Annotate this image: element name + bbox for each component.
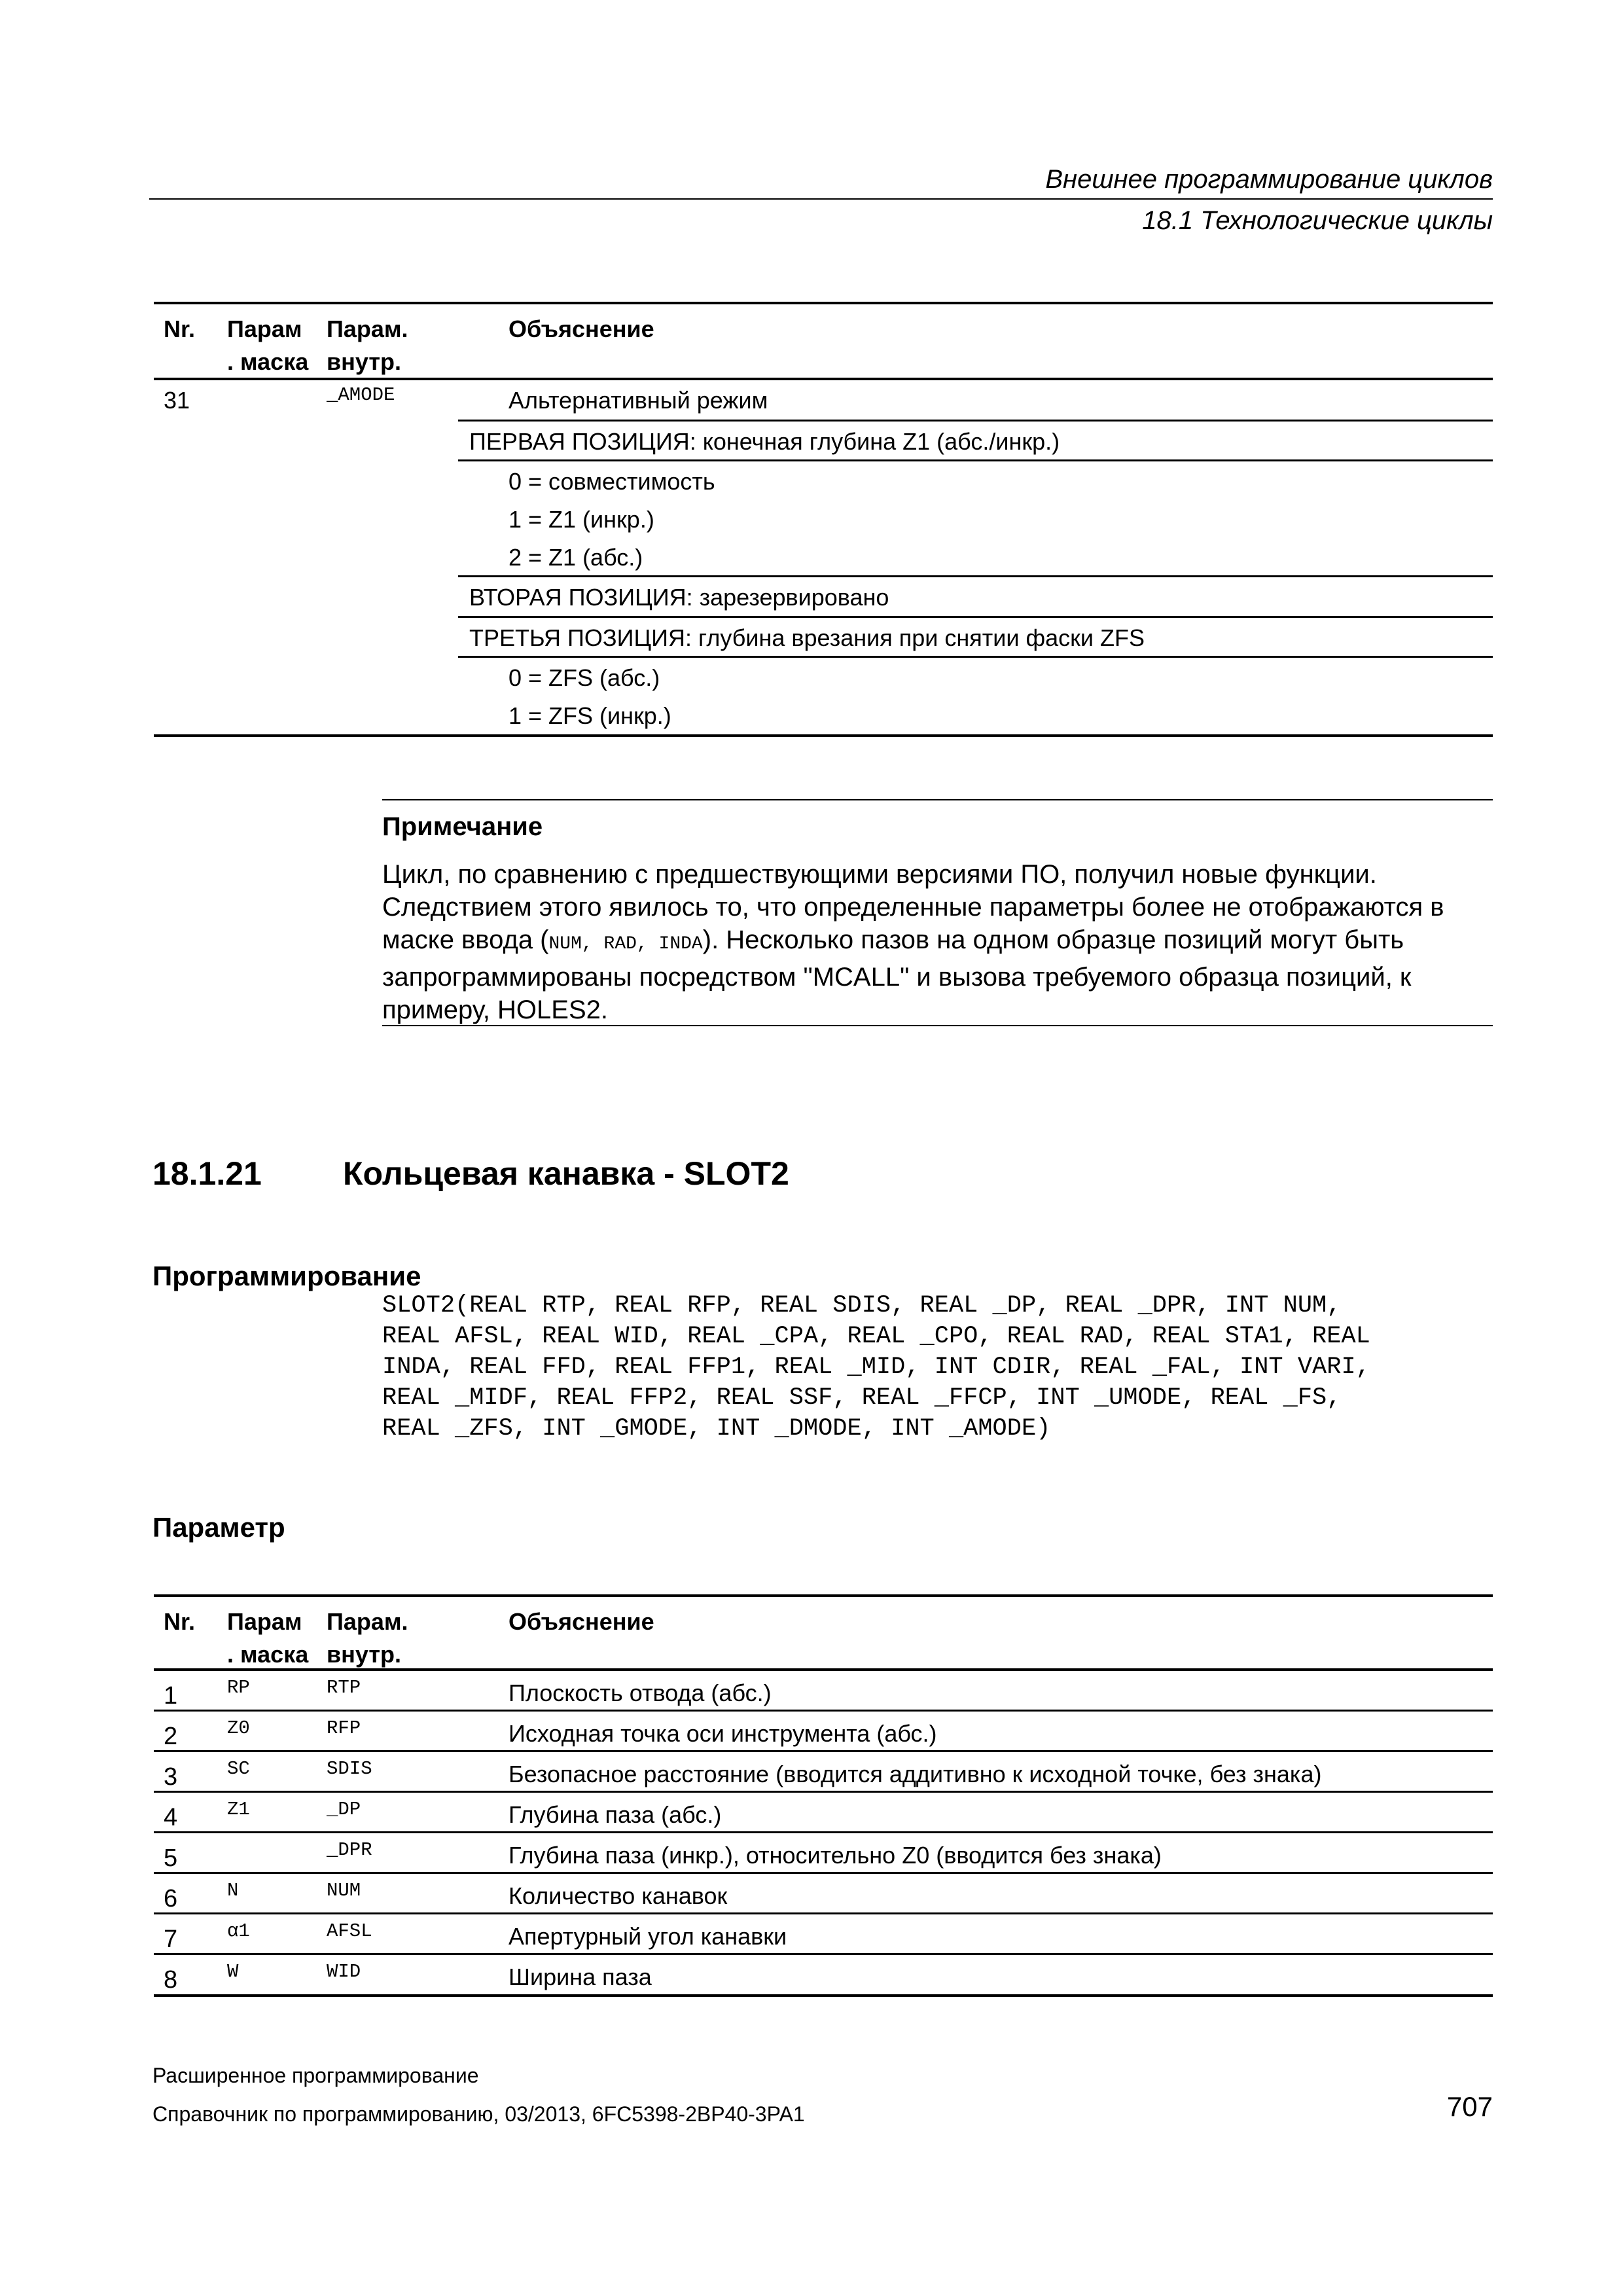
col-header-nr: Nr. xyxy=(164,1608,196,1635)
code-line: REAL AFSL, REAL WID, REAL _CPA, REAL _CPO, REAL RAD, REAL STA1, REAL xyxy=(382,1323,1370,1350)
param-intern: RTP xyxy=(327,1677,361,1698)
row-divider xyxy=(154,1953,1493,1955)
section-title: Кольцевая канавка - SLOT2 xyxy=(343,1155,789,1192)
running-header-section: 18.1 Технологические циклы xyxy=(1142,206,1493,235)
col-header-intern: Парам. внутр. xyxy=(327,315,408,375)
note-title: Примечание xyxy=(382,812,543,841)
param-mask: SC xyxy=(227,1758,250,1780)
param-nr: 7 xyxy=(164,1926,178,1953)
section-number: 18.1.21 xyxy=(152,1155,262,1192)
col-header-intern: Парам. внутр. xyxy=(327,1608,408,1668)
param-desc: Апертурный угол канавки xyxy=(508,1923,787,1950)
note-top-rule xyxy=(382,799,1493,800)
footer-book-title: Расширенное программирование xyxy=(152,2064,479,2087)
param-nr: 8 xyxy=(164,1966,178,1994)
row-divider xyxy=(458,575,1493,577)
row-divider xyxy=(458,459,1493,461)
programming-code xyxy=(382,1291,1370,1444)
col-header-explanation: Объяснение xyxy=(508,1608,654,1635)
col-header-nr: Nr. xyxy=(164,315,196,342)
row-param: _AMODE xyxy=(327,384,395,406)
row-divider xyxy=(458,656,1493,658)
row-divider xyxy=(458,420,1493,422)
table-header-rule xyxy=(154,378,1493,380)
param-mask: RP xyxy=(227,1677,250,1698)
page-number: 707 xyxy=(1446,2091,1493,2122)
param-mask: α1 xyxy=(227,1920,250,1942)
code-line: SLOT2(REAL RTP, REAL RFP, REAL SDIS, REAL _DP, REAL _DPR, INT NUM, xyxy=(382,1292,1342,1319)
param-nr: 1 xyxy=(164,1682,178,1710)
footer-manual-info: Справочник по программированию, 03/2013, 6FC5398-2BP40-3PA1 xyxy=(152,2102,805,2126)
row-nr: 31 xyxy=(164,387,190,414)
row-divider xyxy=(154,1912,1493,1914)
param-nr: 2 xyxy=(164,1723,178,1750)
param-intern: AFSL xyxy=(327,1920,372,1942)
col-header-explanation: Объяснение xyxy=(508,315,654,342)
running-header-chapter: Внешнее программирование циклов xyxy=(1045,165,1493,194)
table-top-rule xyxy=(154,302,1493,304)
param-desc: Глубина паза (инкр.), относительно Z0 (вводится без знака) xyxy=(508,1842,1162,1869)
code-line: REAL _ZFS, INT _GMODE, INT _DMODE, INT _AMODE) xyxy=(382,1415,1051,1443)
table-bottom-rule xyxy=(154,1994,1493,1997)
explanation-line: ПЕРВАЯ ПОЗИЦИЯ: конечная глубина Z1 (абс./инкр.) xyxy=(469,428,1060,455)
code-line: INDA, REAL FFD, REAL FFP1, REAL _MID, INT CDIR, REAL _FAL, INT VARI, xyxy=(382,1354,1370,1381)
code-line: REAL _MIDF, REAL FFP2, REAL SSF, REAL _FFCP, INT _UMODE, REAL _FS, xyxy=(382,1384,1342,1412)
param-intern: WID xyxy=(327,1961,361,1982)
explanation-line: ТРЕТЬЯ ПОЗИЦИЯ: глубина врезания при снятии фаски ZFS xyxy=(469,624,1145,651)
table-bottom-rule xyxy=(154,734,1493,737)
param-nr: 4 xyxy=(164,1804,178,1831)
explanation-line: 0 = совместимость xyxy=(508,468,715,495)
param-intern: RFP xyxy=(327,1717,361,1739)
row-divider xyxy=(154,1872,1493,1874)
row-divider xyxy=(154,1831,1493,1833)
note-bottom-rule xyxy=(382,1025,1493,1026)
param-intern: _DPR xyxy=(327,1839,372,1861)
col-header-mask: Парам . маска xyxy=(227,315,309,375)
explanation-line: Альтернативный режим xyxy=(508,387,768,414)
param-mask: Z1 xyxy=(227,1799,250,1820)
header-divider xyxy=(149,198,1493,200)
param-intern: NUM xyxy=(327,1880,361,1901)
note-text: Цикл, по сравнению с предшествующими версиями ПО, получил новые функции. Следствием этого явилось то, что определенные параметры более не отображаются в маске ввода (NUM, RAD, INDA). Несколько пазов на одном образце позиций могут быть запрограммированы посредством "MCALL" и вызова требуемого образца позиций, к примеру, HOLES2. xyxy=(382,860,1444,1024)
param-intern: SDIS xyxy=(327,1758,372,1780)
parameters-heading: Параметр xyxy=(152,1512,285,1543)
programming-heading: Программирование xyxy=(152,1261,421,1291)
param-intern: _DP xyxy=(327,1799,361,1820)
row-divider xyxy=(458,616,1493,618)
explanation-line: 2 = Z1 (абс.) xyxy=(508,544,643,571)
row-divider xyxy=(154,1791,1493,1793)
param-desc: Плоскость отвода (абс.) xyxy=(508,1679,772,1706)
col-header-mask: Парам . маска xyxy=(227,1608,309,1668)
table-top-rule xyxy=(154,1594,1493,1597)
explanation-line: 1 = ZFS (инкр.) xyxy=(508,702,671,729)
param-mask: W xyxy=(227,1961,239,1982)
param-desc: Глубина паза (абс.) xyxy=(508,1801,722,1828)
param-mask: Z0 xyxy=(227,1717,250,1739)
param-mask: N xyxy=(227,1880,239,1901)
param-desc: Ширина паза xyxy=(508,1964,652,1990)
param-desc: Исходная точка оси инструмента (абс.) xyxy=(508,1720,937,1747)
param-nr: 6 xyxy=(164,1885,178,1912)
explanation-line: 0 = ZFS (абс.) xyxy=(508,664,660,691)
param-desc: Безопасное расстояние (вводится аддитивно к исходной точке, без знака) xyxy=(508,1761,1322,1787)
table-header-rule xyxy=(154,1668,1493,1671)
param-nr: 3 xyxy=(164,1763,178,1791)
explanation-line: ВТОРАЯ ПОЗИЦИЯ: зарезервировано xyxy=(469,584,889,611)
param-nr: 5 xyxy=(164,1844,178,1872)
param-desc: Количество канавок xyxy=(508,1882,728,1909)
row-divider xyxy=(154,1710,1493,1712)
row-divider xyxy=(154,1750,1493,1752)
note-params: NUM, RAD, INDA xyxy=(548,934,703,954)
explanation-line: 1 = Z1 (инкр.) xyxy=(508,506,654,533)
